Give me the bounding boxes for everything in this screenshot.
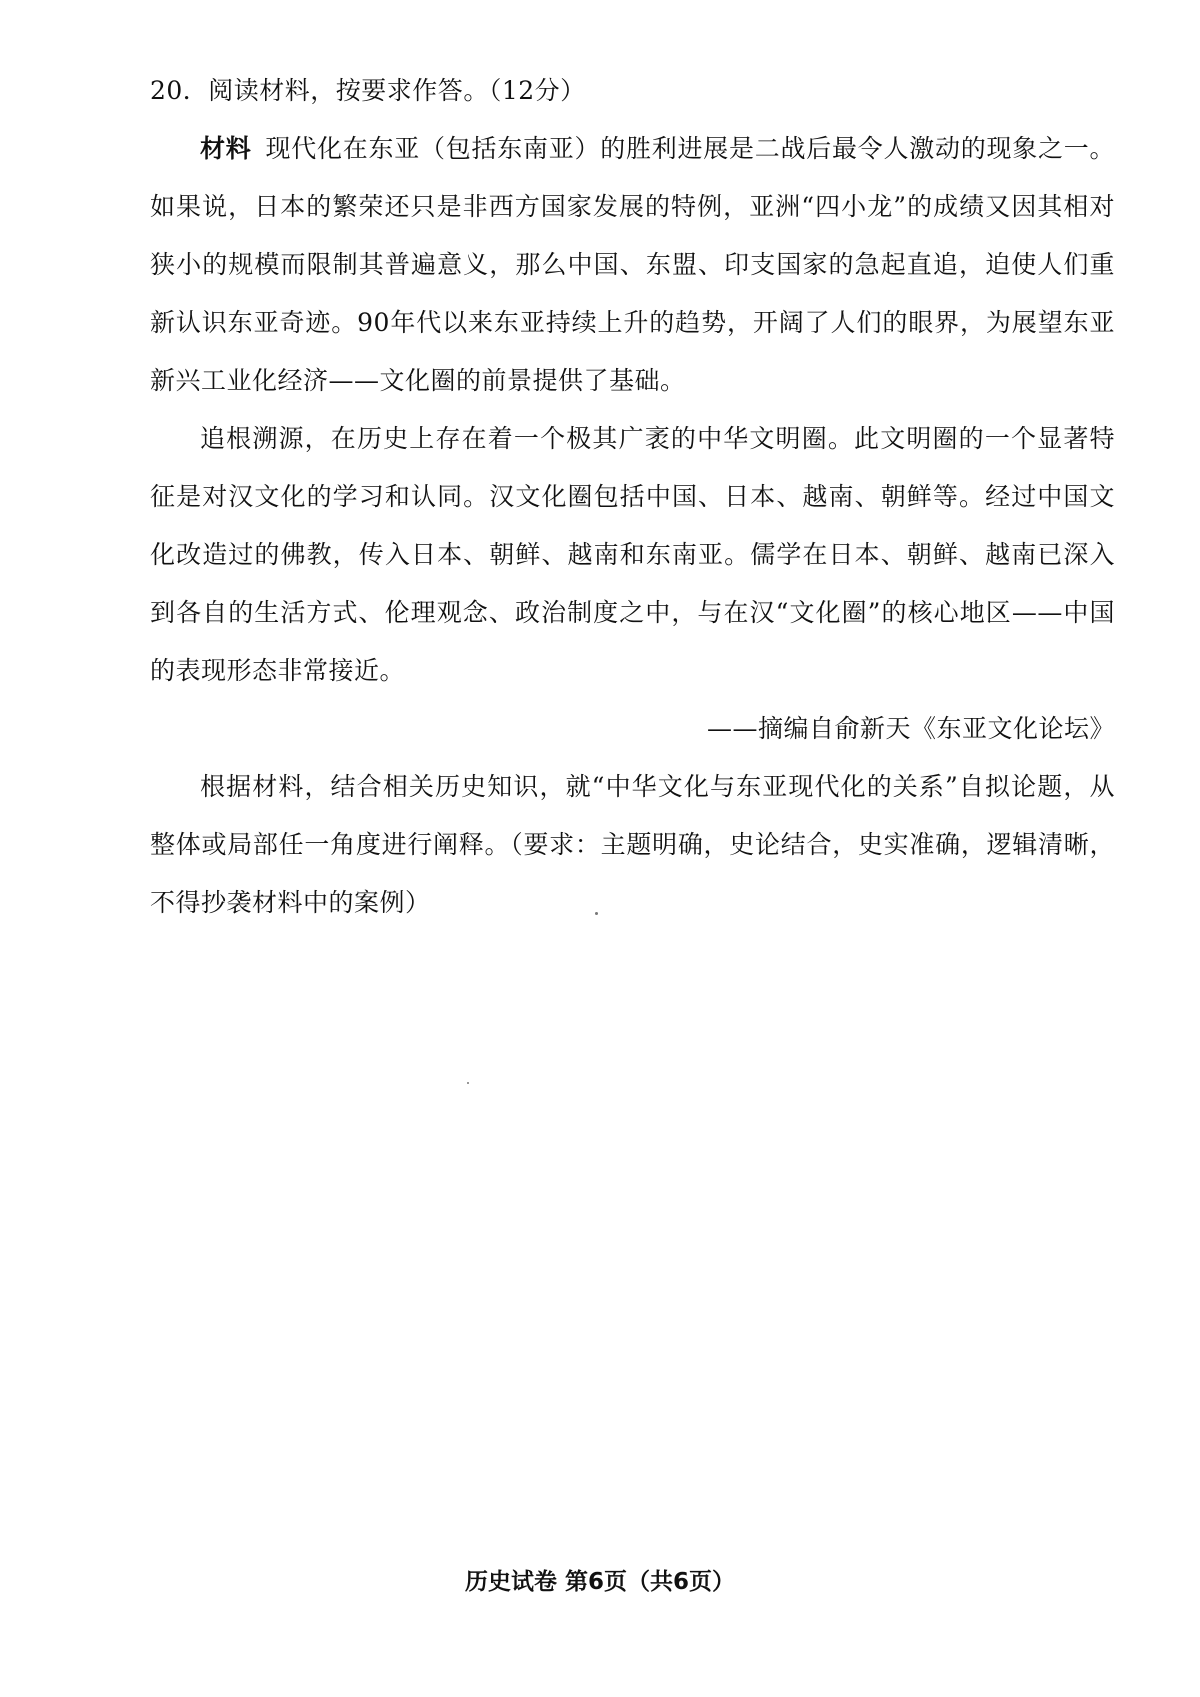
scan-speck <box>595 912 598 915</box>
question-title: 20．阅读材料，按要求作答。（12分） <box>150 76 586 105</box>
scan-speck <box>467 1082 469 1084</box>
material-text-1: 现代化在东亚（包括东南亚）的胜利进展是二战后最令人激动的现象之一。如果说，日本的繁荣还只是非西方国家发展的特例，亚洲“四小龙”的成绩又因其相对狭小的规模而限制其普遍意义，那么中国、东盟、印支国家的急起直追，迫使人们重新认识东亚奇迹。90年代以来东亚持续上升的趋势，开阔了人们的眼界，为展望东亚新兴工业化经济——文化圈的前景提供了基础。 <box>150 134 1115 395</box>
material-source: ——摘编自俞新天《东亚文化论坛》 <box>706 714 1115 743</box>
material-label: 材料 <box>200 134 252 163</box>
question-instruction: 根据材料，结合相关历史知识，就“中华文化与东亚现代化的关系”自拟论题，从整体或局部任一角度进行阐释。（要求：主题明确，史论结合，史实准确，逻辑清晰，不得抄袭材料中的案例） <box>150 772 1115 917</box>
material-paragraph-2: 追根溯源，在历史上存在着一个极其广袤的中华文明圈。此文明圈的一个显著特征是对汉文化的学习和认同。汉文化圈包括中国、日本、越南、朝鲜等。经过中国文化改造过的佛教，传入日本、朝鲜、越南和东南亚。儒学在日本、朝鲜、越南已深入到各自的生活方式、伦理观念、政治制度之中，与在汉“文化圈”的核心地区——中国的表现形态非常接近。 <box>150 424 1115 685</box>
question-block <box>150 62 1115 932</box>
material-paragraph-1 <box>150 120 1115 410</box>
page-footer: 历史试卷 第6页（共6页） <box>464 1569 735 1595</box>
